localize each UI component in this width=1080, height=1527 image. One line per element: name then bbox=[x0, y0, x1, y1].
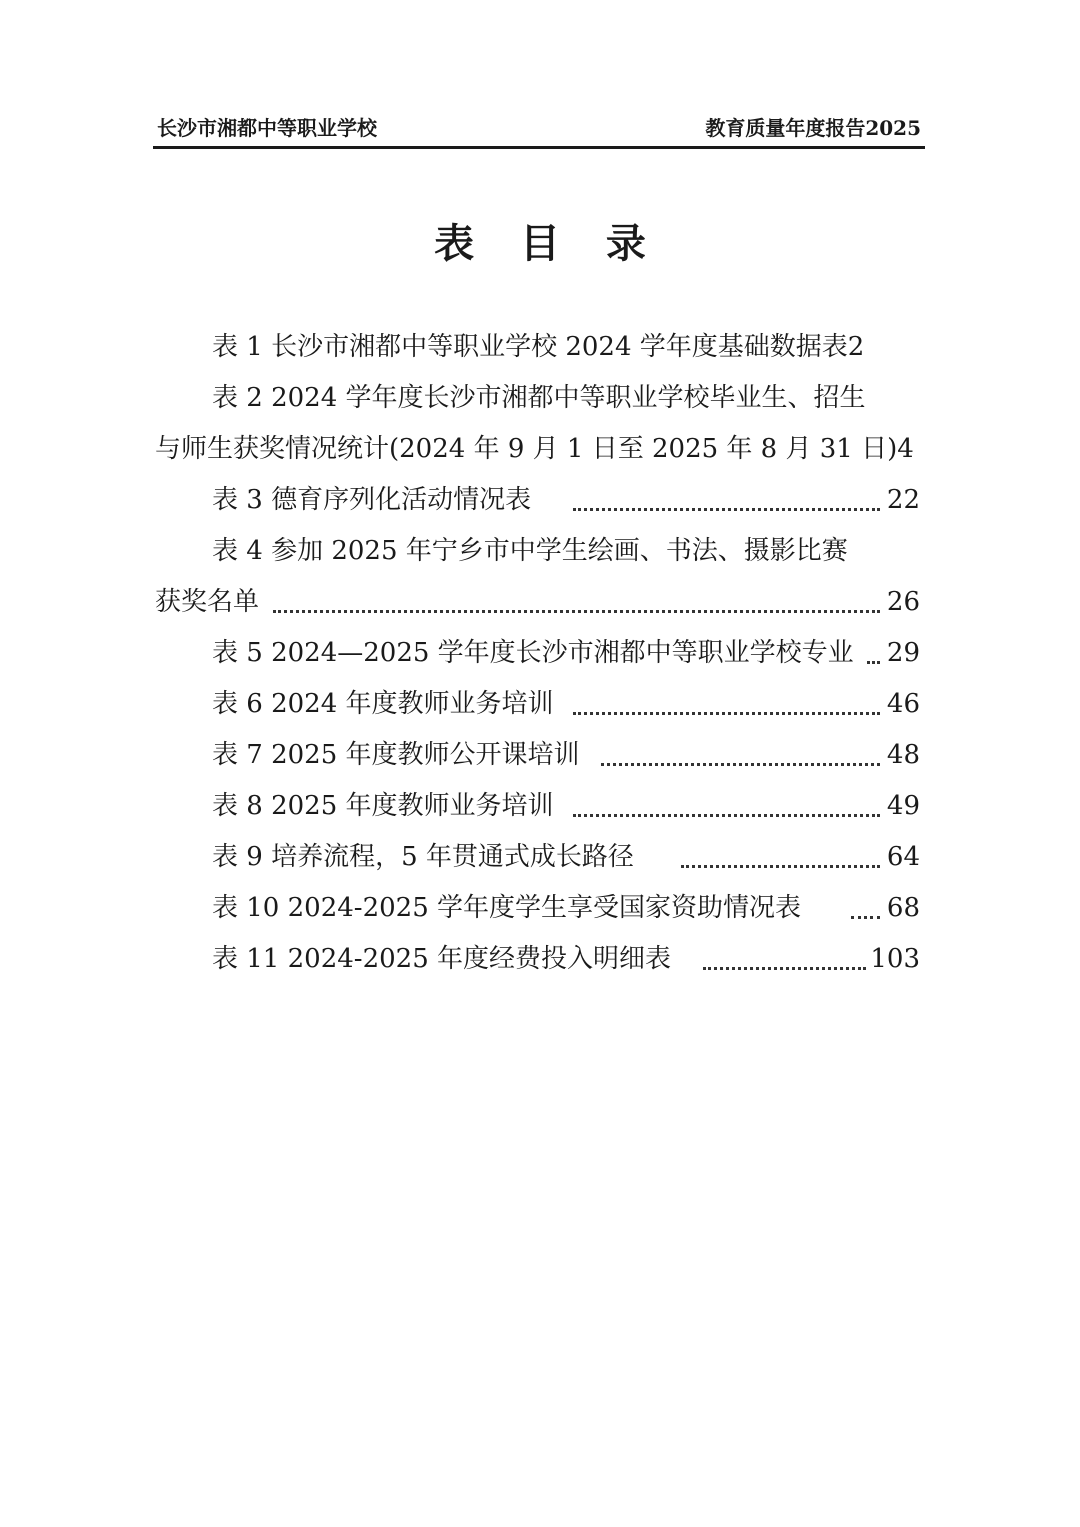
toc-entry-9[interactable] bbox=[155, 832, 920, 883]
toc-entry-4[interactable] bbox=[155, 526, 920, 577]
dot-leader bbox=[273, 610, 880, 613]
toc-entry-2[interactable] bbox=[155, 373, 920, 424]
toc-entry-11[interactable] bbox=[155, 934, 920, 985]
toc-entry-6-page: 46 bbox=[886, 689, 920, 719]
dot-leader bbox=[573, 508, 880, 511]
toc-entry-10-text: 表 10 2024-2025 学年度学生享受国家资助情况表 bbox=[212, 893, 801, 923]
dot-leader bbox=[573, 814, 880, 817]
toc-entry-4-text-line1: 表 4 参加 2025 年宁乡市中学生绘画、书法、摄影比赛 bbox=[212, 536, 848, 566]
toc-entry-1[interactable] bbox=[155, 322, 920, 373]
toc-entry-6-text: 表 6 2024 年度教师业务培训 bbox=[212, 689, 554, 719]
dot-leader bbox=[601, 763, 880, 766]
header-report-title: 教育质量年度报告2025 bbox=[705, 116, 921, 140]
toc-entry-9-page: 64 bbox=[886, 842, 920, 872]
toc-entry-5[interactable] bbox=[155, 628, 920, 679]
toc-entry-2-continued[interactable] bbox=[155, 424, 920, 475]
toc-entry-4-text-line2: 获奖名单 bbox=[155, 587, 260, 617]
page-header bbox=[153, 110, 925, 149]
toc-entry-8[interactable] bbox=[155, 781, 920, 832]
page-title: 表 目 录 bbox=[434, 220, 662, 267]
dot-leader bbox=[681, 865, 880, 868]
toc-entry-9-text: 表 9 培养流程，5 年贯通式成长路径 bbox=[212, 842, 634, 872]
toc-entry-3-text: 表 3 德育序列化活动情况表 bbox=[212, 485, 532, 515]
toc-entry-8-page: 49 bbox=[886, 791, 920, 821]
toc-entry-2-text-line1: 表 2 2024 学年度长沙市湘都中等职业学校毕业生、招生 bbox=[212, 383, 866, 413]
toc-entry-4-page: 26 bbox=[886, 587, 920, 617]
toc-entry-11-text: 表 11 2024-2025 年度经费投入明细表 bbox=[212, 944, 671, 974]
toc-entry-10[interactable] bbox=[155, 883, 920, 934]
header-school-name: 长沙市湘都中等职业学校 bbox=[157, 116, 377, 140]
toc-entry-8-text: 表 8 2025 年度教师业务培训 bbox=[212, 791, 554, 821]
toc-entry-3[interactable] bbox=[155, 475, 920, 526]
toc-entry-2-text-line2: 与师生获奖情况统计(2024 年 9 月 1 日至 2025 年 8 月 31 日)4 bbox=[155, 434, 914, 464]
toc-entry-3-page: 22 bbox=[886, 485, 920, 515]
dot-leader bbox=[851, 916, 880, 919]
toc-entry-11-page: 103 bbox=[870, 944, 920, 974]
dot-leader bbox=[867, 661, 880, 664]
toc-entry-4-continued[interactable] bbox=[155, 577, 920, 628]
toc-entry-1-text: 表 1 长沙市湘都中等职业学校 2024 学年度基础数据表2 bbox=[212, 332, 865, 362]
toc-entry-7[interactable] bbox=[155, 730, 920, 781]
toc-entry-7-page: 48 bbox=[886, 740, 920, 770]
dot-leader bbox=[573, 712, 880, 715]
toc-entry-5-page: 29 bbox=[886, 638, 920, 668]
toc-entry-5-text: 表 5 2024—2025 学年度长沙市湘都中等职业学校专业 bbox=[212, 638, 854, 668]
dot-leader bbox=[703, 967, 866, 970]
toc-entry-6[interactable] bbox=[155, 679, 920, 730]
toc-entry-7-text: 表 7 2025 年度教师公开课培训 bbox=[212, 740, 580, 770]
table-of-tables bbox=[155, 322, 920, 985]
toc-entry-10-page: 68 bbox=[886, 893, 920, 923]
